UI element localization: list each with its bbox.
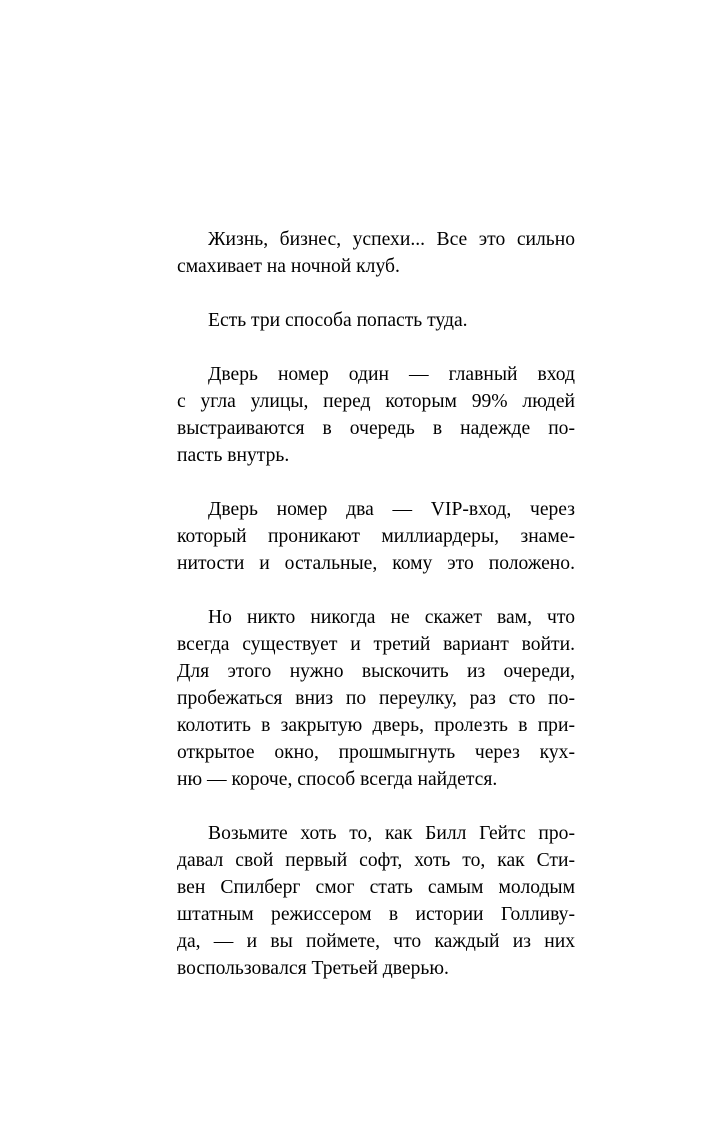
text-line: который проникают миллиардеры, знаме- bbox=[177, 526, 575, 547]
text-line: ню — короче, способ всегда найдется. bbox=[177, 769, 498, 790]
paragraph bbox=[177, 496, 575, 577]
text-line: с угла улицы, перед которым 99% людей bbox=[177, 391, 575, 412]
text-line: штатным режиссером в истории Голливу- bbox=[177, 904, 575, 925]
text-line: Жизнь, бизнес, успехи... Все это сильно bbox=[208, 229, 575, 250]
text-line: Но никто никогда не скажет вам, что bbox=[208, 607, 575, 628]
text-line: колотить в закрытую дверь, пролезть в при- bbox=[177, 715, 575, 736]
text-line: нитости и остальные, кому это положено. bbox=[177, 553, 575, 574]
paragraph bbox=[177, 604, 575, 793]
text-line: открытое окно, прошмыгнуть через кух- bbox=[177, 742, 575, 763]
text-line: пробежаться вниз по переулку, раз сто по- bbox=[177, 688, 575, 709]
text-line: давал свой первый софт, хоть то, как Сти- bbox=[177, 850, 575, 871]
paragraph bbox=[177, 307, 575, 334]
paragraph bbox=[177, 820, 575, 982]
text-line: смахивает на ночной клуб. bbox=[177, 256, 400, 277]
text-line: Для этого нужно выскочить из очереди, bbox=[177, 661, 575, 682]
text-line: Дверь номер два — VIP-вход, через bbox=[208, 499, 575, 520]
body-text bbox=[177, 226, 575, 1009]
text-line: пасть внутрь. bbox=[177, 445, 290, 466]
text-line: Возьмите хоть то, как Билл Гейтс про- bbox=[208, 823, 575, 844]
text-line: выстраиваются в очередь в надежде по- bbox=[177, 418, 575, 439]
paragraph bbox=[177, 361, 575, 469]
text-line: всегда существует и третий вариант войти. bbox=[177, 634, 575, 655]
text-line: воспользовался Третьей дверью. bbox=[177, 958, 449, 979]
text-line: Дверь номер один — главный вход bbox=[208, 364, 575, 385]
paragraph bbox=[177, 226, 575, 280]
text-line: вен Спилберг смог стать самым молодым bbox=[177, 877, 575, 898]
text-line: да, — и вы поймете, что каждый из них bbox=[177, 931, 575, 952]
text-line: Есть три способа попасть туда. bbox=[208, 310, 468, 331]
